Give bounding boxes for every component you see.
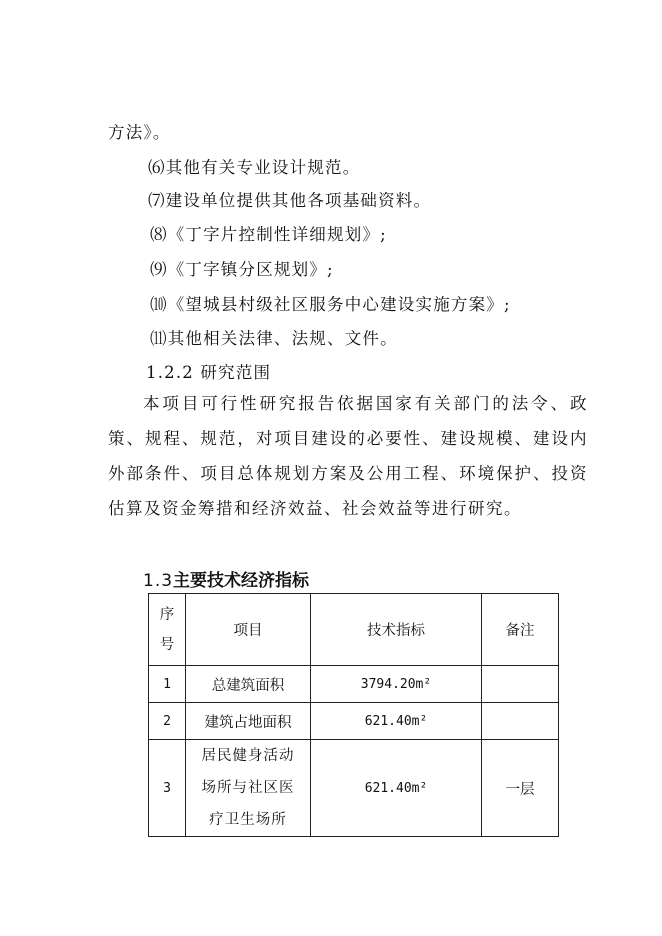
subsection-heading: 1.2.2 研究范围 xyxy=(146,363,272,382)
cell-item-line: 疗卫生场所 xyxy=(209,812,287,828)
header-value: 技术指标 xyxy=(311,594,482,666)
section-title: 主要技术经济指标 xyxy=(173,571,310,591)
cell-item xyxy=(186,740,311,837)
list-item: ⑼《丁字镇分区规划》; xyxy=(150,260,334,279)
table-row xyxy=(149,740,559,837)
table-header-row xyxy=(149,594,559,666)
cell-item: 总建筑面积 xyxy=(186,666,311,703)
research-scope-paragraph: 本项目可行性研究报告依据国家有关部门的法令、政策、规程、规范，对项目建设的必要性、建设规模、建设内外部条件、项目总体规划方案及公用工程、环境保护、投资估算及资金筹措和经济效益、社会效益等进行研究。 xyxy=(108,394,588,518)
intro-tail-line: 方法》。 xyxy=(108,123,171,142)
list-item: ⑾其他相关法律、法规、文件。 xyxy=(150,329,398,348)
tech-economic-indicators-table xyxy=(148,593,559,837)
cell-value: 621.40m² xyxy=(311,740,482,837)
cell-note xyxy=(482,703,559,740)
cell-value: 3794.20m² xyxy=(311,666,482,703)
cell-item-line: 场所与社区医 xyxy=(201,780,295,796)
cell-note xyxy=(482,666,559,703)
cell-note: 一层 xyxy=(482,740,559,837)
header-seq xyxy=(149,594,186,666)
header-note: 备注 xyxy=(482,594,559,666)
cell-seq: 1 xyxy=(149,666,186,703)
section-number: 1.3 xyxy=(143,571,174,591)
cell-item-line: 居民健身活动 xyxy=(201,748,295,764)
cell-seq: 3 xyxy=(149,740,186,837)
table-row xyxy=(149,703,559,740)
header-seq-char: 号 xyxy=(159,636,175,653)
cell-value: 621.40m² xyxy=(311,703,482,740)
section-heading xyxy=(143,566,309,591)
header-item: 项目 xyxy=(186,594,311,666)
header-seq-char: 序 xyxy=(159,606,175,623)
cell-item: 建筑占地面积 xyxy=(186,703,311,740)
cell-seq: 2 xyxy=(149,703,186,740)
list-item: ⑹其他有关专业设计规范。 xyxy=(148,158,361,177)
list-item: ⑽《望城县村级社区服务中心建设实施方案》; xyxy=(150,295,511,314)
list-item: ⑻《丁字片控制性详细规划》; xyxy=(150,225,387,244)
list-item: ⑺建设单位提供其他各项基础资料。 xyxy=(148,191,432,210)
table-row xyxy=(149,666,559,703)
